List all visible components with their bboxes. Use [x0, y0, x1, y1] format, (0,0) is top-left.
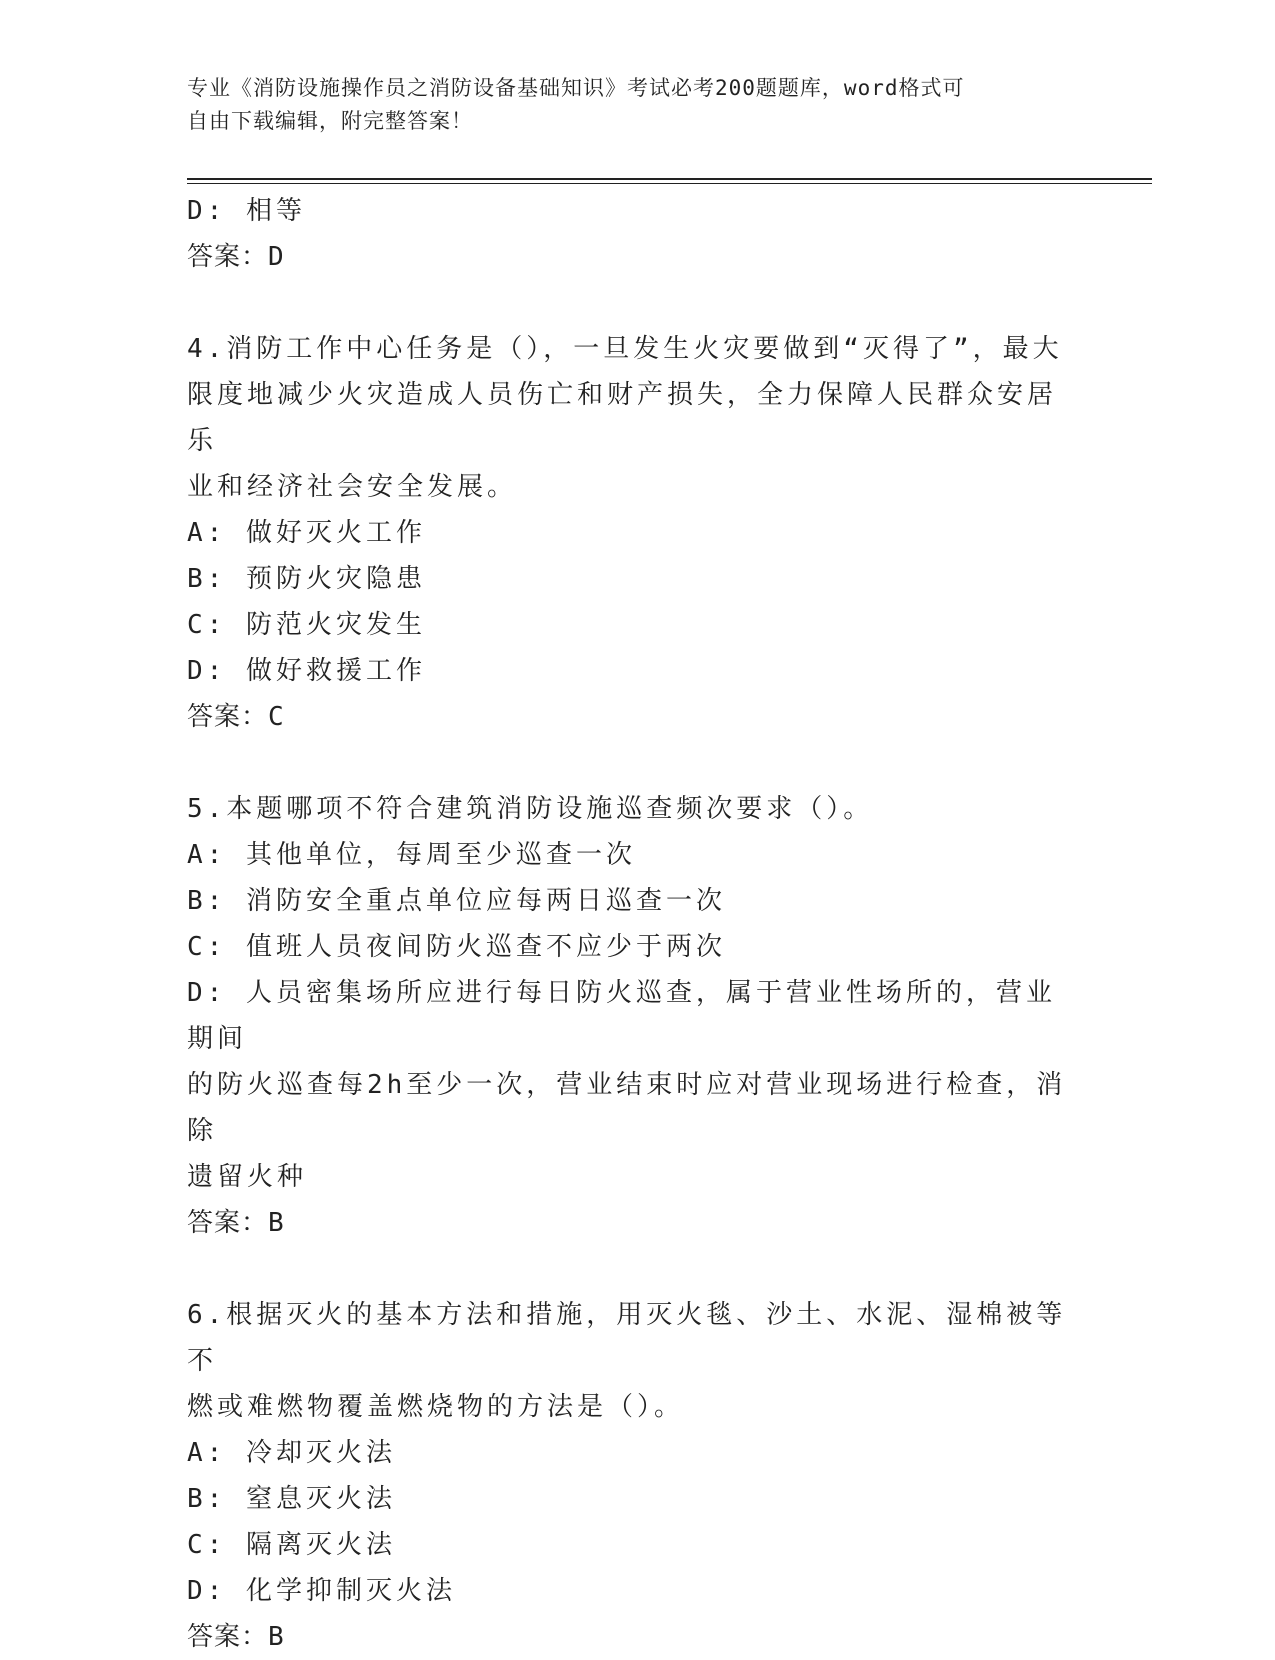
header-line-1: 专业《消防设施操作员之消防设备基础知识》考试必考200题题库，word格式可	[187, 76, 965, 100]
question-stem-line: 5.本题哪项不符合建筑消防设施巡查频次要求（）。	[187, 794, 874, 824]
option-b: B: 预防火灾隐患	[187, 564, 426, 594]
question-5	[187, 786, 1067, 1246]
option-d-continuation: 的防火巡查每2h至少一次，营业结束时应对营业现场进行检查，消除	[187, 1070, 1067, 1146]
option-d: D: 人员密集场所应进行每日防火巡查，属于营业性场所的，营业期间	[187, 978, 1056, 1054]
answer-line: 答案：B	[187, 1622, 285, 1652]
answer-line: 答案：D	[187, 242, 285, 272]
spacer	[187, 740, 1067, 786]
spacer	[187, 1246, 1067, 1292]
question-stem-line: 燃或难燃物覆盖燃烧物的方法是（）。	[187, 1392, 685, 1422]
document-header	[187, 72, 1057, 138]
previous-question-tail	[187, 188, 1067, 280]
spacer	[187, 280, 1067, 326]
question-4	[187, 326, 1067, 740]
question-stem-line: 限度地减少火灾造成人员伤亡和财产损失，全力保障人民群众安居乐	[187, 380, 1058, 456]
option-c: C: 防范火灾发生	[187, 610, 426, 640]
option-b: B: 窒息灭火法	[187, 1484, 396, 1514]
question-content	[187, 188, 1067, 1660]
question-6	[187, 1292, 1067, 1660]
option-b: B: 消防安全重点单位应每两日巡查一次	[187, 886, 726, 916]
option-a: A: 做好灭火工作	[187, 518, 426, 548]
option-c: C: 值班人员夜间防火巡查不应少于两次	[187, 932, 726, 962]
option-a: A: 冷却灭火法	[187, 1438, 396, 1468]
question-stem-line: 4.消防工作中心任务是（），一旦发生火灾要做到“灭得了”，最大	[187, 334, 1063, 364]
option-d: D: 做好救援工作	[187, 656, 426, 686]
option-c: C: 隔离灭火法	[187, 1530, 396, 1560]
option-d: D: 化学抑制灭火法	[187, 1576, 456, 1606]
answer-line: 答案：B	[187, 1208, 285, 1238]
answer-line: 答案：C	[187, 702, 285, 732]
header-line-2: 自由下载编辑，附完整答案！	[187, 109, 473, 133]
question-stem-line: 6.根据灭火的基本方法和措施，用灭火毯、沙土、水泥、湿棉被等不	[187, 1300, 1067, 1376]
option-a: A: 其他单位，每周至少巡查一次	[187, 840, 636, 870]
question-stem-line: 业和经济社会安全发展。	[187, 472, 518, 502]
option-d-continuation: 遗留火种	[187, 1162, 308, 1192]
header-divider-thick	[187, 178, 1152, 180]
option-d: D: 相等	[187, 196, 306, 226]
header-divider-thin	[187, 183, 1152, 184]
